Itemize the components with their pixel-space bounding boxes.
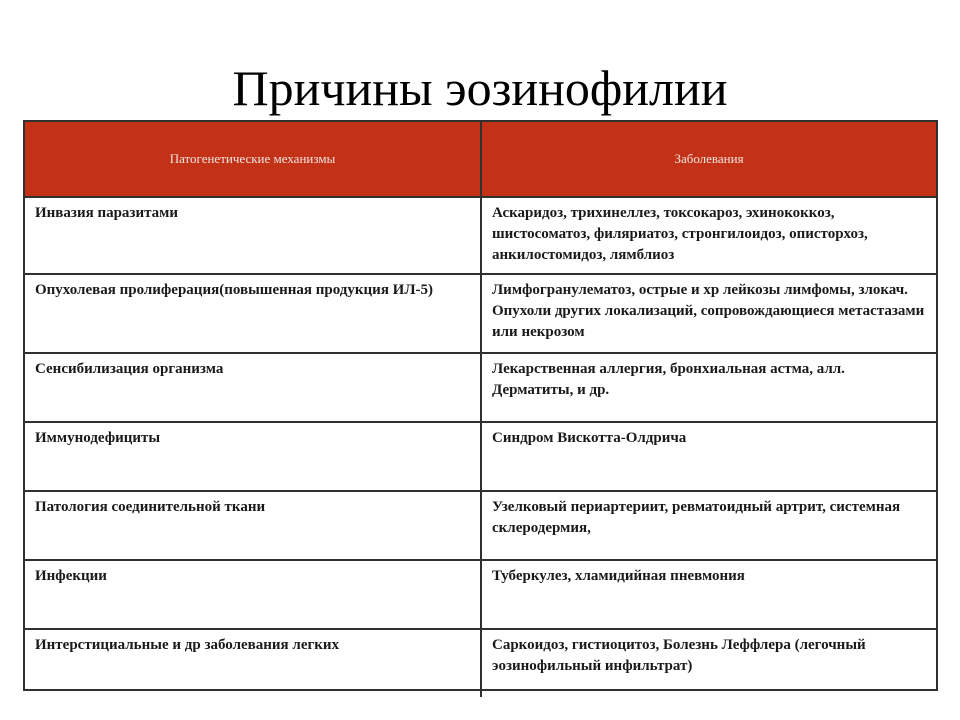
table-row bbox=[25, 422, 936, 491]
diseases-cell: Туберкулез, хламидийная пневмония bbox=[481, 560, 936, 629]
table-row bbox=[25, 274, 936, 353]
diseases-cell: Лекарственная аллергия, бронхиальная астма, алл. Дерматиты, и др. bbox=[481, 353, 936, 422]
header-mechanisms: Патогенетические механизмы bbox=[25, 122, 481, 197]
mechanism-cell: Инфекции bbox=[25, 560, 481, 629]
slide-title: Причины эозинофилии bbox=[232, 60, 728, 116]
mechanism-cell: Инвазия паразитами bbox=[25, 197, 481, 274]
header-diseases: Заболевания bbox=[481, 122, 936, 197]
mechanism-cell: Патология соединительной ткани bbox=[25, 491, 481, 560]
table-row bbox=[25, 491, 936, 560]
diseases-cell: Лимфогранулематоз, острые и хр лейкозы лимфомы, злокач. Опухоли других локализаций, сопровождающиеся метастазами или некрозом bbox=[481, 274, 936, 353]
mechanism-cell: Сенсибилизация организма bbox=[25, 353, 481, 422]
eosinophilia-causes-table bbox=[23, 120, 938, 691]
diseases-cell: Саркоидоз, гистиоцитоз, Болезнь Леффлера (легочный эозинофильный инфильтрат) bbox=[492, 637, 866, 674]
diseases-cell: Синдром Вискотта-Олдрича bbox=[481, 422, 936, 491]
table-row bbox=[25, 197, 936, 274]
mechanism-cell: Иммунодефициты bbox=[25, 422, 481, 491]
table-row bbox=[25, 560, 936, 629]
diseases-cell: Узелковый периартериит, ревматоидный артрит, системная склеродермия, bbox=[481, 491, 936, 560]
table-header-row bbox=[25, 122, 936, 197]
mechanism-cell: Опухолевая пролиферация(повышенная продукция ИЛ-5) bbox=[25, 274, 481, 353]
table-row bbox=[25, 629, 936, 697]
table-row bbox=[25, 353, 936, 422]
mechanism-cell: Интерстициальные и др заболевания легких bbox=[25, 629, 481, 697]
diseases-cell: Аскаридоз, трихинеллез, токсокароз, эхинококкоз, шистосоматоз, филяриатоз, стронгилоидоз, описторхоз, анкилостомидоз, лямблиоз bbox=[481, 197, 936, 274]
